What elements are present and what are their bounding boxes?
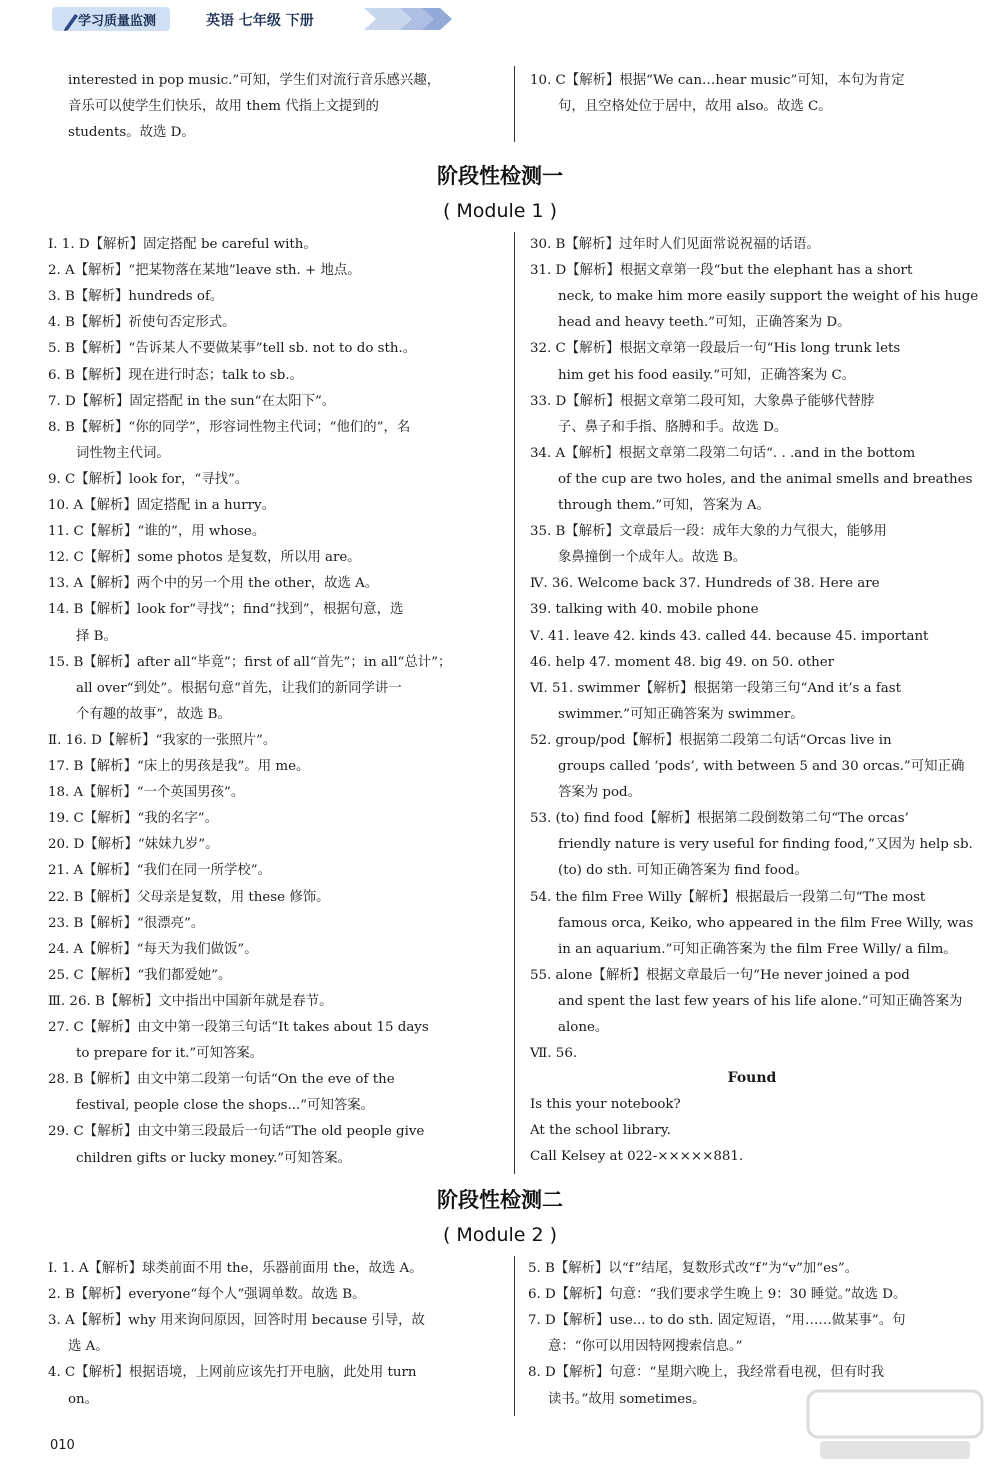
text-line: interested in pop music.”可知，学生们对流行音乐感兴趣，	[68, 73, 441, 88]
answer-line: 22. B【解析】父母亲是复数，用 these 修饰。	[48, 889, 330, 905]
answer-line: Ⅱ. 16. D【解析】“我家的一张照片”。	[48, 732, 277, 748]
answer-line: 子、鼻子和手指、胳膊和手。故选 D。	[558, 419, 788, 435]
series-tag	[52, 7, 170, 31]
answer-line: 18. A【解析】“一个英国男孩”。	[48, 785, 245, 801]
answer-line: famous orca, Keiko, who appeared in the film Free Willy, was	[558, 915, 974, 931]
answer-line: 52. group/pod【解析】根据第二段第二句话“Orcas live in	[530, 732, 892, 748]
answer-line: 25. C【解析】“我们都爱她”。	[48, 967, 232, 983]
section-subtitle: ( Module 2 )	[442, 1224, 558, 1246]
section-title: 阶段性检测二	[437, 1188, 563, 1212]
answer-line: 答案为 pod。	[558, 785, 642, 801]
answer-line: children gifts or lucky money.”可知答案。	[76, 1150, 351, 1166]
answer-line: 5. B【解析】以“f”结尾，复数形式改“f”为“v”加“es”。	[528, 1261, 859, 1276]
answer-line: Ⅳ. 36. Welcome back 37. Hundreds of 38. Here are	[530, 576, 880, 592]
answer-line: 2. B【解析】everyone“每个人”强调单数。故选 B。	[48, 1287, 366, 1303]
answer-line: 4. B【解析】祈使句否定形式。	[48, 315, 236, 331]
answer-line: 17. B【解析】“床上的男孩是我”。用 me。	[48, 759, 310, 774]
answer-line: 39. talking with 40. mobile phone	[530, 602, 759, 618]
answer-line: 词性物主代词。	[76, 445, 170, 461]
answer-line: through them.”可知，答案为 A。	[558, 498, 770, 513]
answer-line: 选 A。	[68, 1339, 109, 1355]
answer-line: 象鼻撞倒一个成年人。故选 B。	[558, 550, 747, 566]
answer-line: swimmer.”可知正确答案为 swimmer。	[558, 706, 804, 722]
notice-line: Is this your notebook?	[530, 1097, 681, 1112]
answer-line: 12. C【解析】some photos 是复数，所以用 are。	[48, 550, 361, 566]
answer-line: neck, to make him more easily support the weight of his huge	[558, 289, 979, 305]
section-subtitle: ( Module 1 )	[442, 200, 558, 222]
answer-line: 5. B【解析】“告诉某人不要做某事”tell sb. not to do sth.。	[48, 341, 417, 357]
answer-line: 28. B【解析】由文中第二段第一句话“On the eve of the	[48, 1072, 395, 1088]
text-line: students。故选 D。	[68, 125, 195, 140]
answer-line: 7. D【解析】固定搭配 in the sun“在太阳下”。	[48, 393, 336, 409]
answer-line: 6. D【解析】句意：“我们要求学生晚上 9：30 睡觉。”故选 D。	[528, 1287, 907, 1303]
answer-line: 7. D【解析】use... to do sth. 固定短语，“用……做某事”。句	[528, 1313, 906, 1329]
pen-icon	[62, 11, 80, 31]
answer-line: 35. B【解析】文章最后一段：成年大象的力气很大，能够用	[530, 524, 887, 540]
answer-line: Ⅴ. 41. leave 42. kinds 43. called 44. because 45. important	[530, 628, 929, 644]
answer-line: 11. C【解析】“谁的”，用 whose。	[48, 524, 266, 540]
subject-grade: 英语 七年级 下册	[206, 13, 314, 29]
column-divider	[514, 66, 515, 142]
column-divider	[514, 232, 515, 1174]
answer-line: 3. B【解析】hundreds of。	[48, 289, 224, 305]
answer-line: 31. D【解析】根据文章第一段“but the elephant has a short	[530, 263, 913, 279]
answer-line: 24. A【解析】“每天为我们做饭”。	[48, 941, 258, 957]
answer-line: on。	[68, 1391, 99, 1407]
answer-line: 8. D【解析】句意：“星期六晚上，我经常看电视，但有时我	[528, 1365, 884, 1381]
answer-line: 30. B【解析】过年时人们见面常说祝福的话语。	[530, 237, 820, 252]
answer-line: 2. A【解析】“把某物落在某地”leave sth. + 地点。	[48, 263, 361, 279]
answer-line: him get his food easily.”可知，正确答案为 C。	[558, 367, 856, 383]
series-name: 学习质量监测	[78, 13, 157, 29]
answer-line: 9. C【解析】look for，“寻找”。	[48, 471, 249, 487]
answer-line: 27. C【解析】由文中第一段第三句话“It takes about 15 days	[48, 1020, 429, 1035]
text-line: 音乐可以使学生们快乐，故用 them 代指上文提到的	[68, 99, 379, 114]
answer-line: Ⅵ. 51. swimmer【解析】根据第一段第三句“And it’s a fast	[530, 680, 902, 696]
section-title: 阶段性检测一	[437, 164, 563, 188]
answer-line: 13. A【解析】两个中的另一个用 the other，故选 A。	[48, 576, 379, 592]
notice-heading: Found	[727, 1070, 777, 1086]
answer-line: 15. B【解析】after all“毕竟”；first of all“首先”；in all“总计”；	[48, 654, 452, 670]
answer-line: 8. B【解析】“你的同学”，形容词性物主代词；“他们的”，名	[48, 419, 411, 435]
answer-line: 14. B【解析】look for“寻找”；find“找到”，根据句意，选	[48, 602, 404, 618]
answer-line: 34. A【解析】根据文章第二段第二句话“. . .and in the bottom	[530, 445, 916, 461]
answer-line: 46. help 47. moment 48. big 49. on 50. other	[530, 654, 835, 670]
answer-line: 3. A【解析】why 用来询问原因，回答时用 because 引导，故	[48, 1313, 425, 1329]
text-line: 10. C【解析】根据“We can…hear music”可知，本句为肯定	[530, 73, 905, 88]
answer-line: 33. D【解析】根据文章第二段可知，大象鼻子能够代替脖	[530, 393, 875, 409]
answer-line: 择 B。	[76, 628, 117, 644]
text-line: 句，且空格处位于居中，故用 also。故选 C。	[558, 99, 832, 114]
page-header	[44, 4, 444, 34]
answer-line: in an aquarium.”可知正确答案为 the film Free Willy/ a film。	[558, 941, 957, 957]
answer-line: to prepare for it.”可知答案。	[76, 1046, 264, 1062]
answer-line: 54. the film Free Willy【解析】根据最后一段第二句“The most	[530, 889, 926, 905]
answer-line: Ⅰ. 1. A【解析】球类前面不用 the，乐器前面用 the，故选 A。	[48, 1261, 423, 1276]
answer-line: 23. B【解析】“很漂亮”。	[48, 915, 205, 931]
answer-line: all over“到处”。根据句意“首先，让我们的新同学讲一	[76, 680, 402, 696]
watermark-logo-icon	[800, 1385, 990, 1465]
answer-line: 29. C【解析】由文中第三段最后一句话“The old people give	[48, 1124, 425, 1140]
answer-line: 55. alone【解析】根据文章最后一句“He never joined a pod	[530, 967, 910, 983]
answer-line: and spent the last few years of his life alone.”可知正确答案为	[558, 993, 963, 1009]
answer-line: 19. C【解析】“我的名字”。	[48, 811, 219, 827]
answer-line: 53. (to) find food【解析】根据第二段倒数第二句“The orcas’	[530, 811, 909, 827]
answer-line: Ⅶ. 56.	[530, 1046, 578, 1062]
answer-line: 4. C【解析】根据语境，上网前应该先打开电脑，此处用 turn	[48, 1365, 417, 1381]
page-number: 010	[50, 1438, 75, 1453]
answer-line: 10. A【解析】固定搭配 in a hurry。	[48, 498, 276, 513]
answer-line: 6. B【解析】现在进行时态；talk to sb.。	[48, 367, 303, 383]
answer-line: (to) do sth. 可知正确答案为 find food。	[558, 863, 808, 879]
answer-line: Ⅰ. 1. D【解析】固定搭配 be careful with。	[48, 237, 317, 252]
answer-line: alone。	[558, 1020, 609, 1035]
answer-line: 21. A【解析】“我们在同一所学校”。	[48, 863, 271, 879]
chevron-arrows-icon	[364, 6, 454, 32]
answer-line: 意：“你可以用因特网搜索信息。”	[548, 1339, 743, 1355]
answer-line: 个有趣的故事”，故选 B。	[76, 706, 231, 722]
answer-line: 读书。”故用 sometimes。	[548, 1391, 706, 1407]
column-divider	[514, 1256, 515, 1416]
answer-line: 32. C【解析】根据文章第一段最后一句“His long trunk lets	[530, 341, 901, 357]
answer-line: head and heavy teeth.”可知，正确答案为 D。	[558, 315, 851, 331]
answer-line: groups called ‘pods’, with between 5 and 30 orcas.”可知正确	[558, 759, 965, 774]
answer-line: 20. D【解析】“妹妹九岁”。	[48, 837, 219, 853]
answer-line: of the cup are two holes, and the animal smells and breathes	[558, 471, 973, 487]
answer-line: friendly nature is very useful for finding food,”又因为 help sb.	[558, 837, 973, 853]
answer-line: festival, people close the shops...”可知答案。	[76, 1098, 375, 1114]
notice-line: At the school library.	[530, 1123, 671, 1139]
answer-line: Ⅲ. 26. B【解析】文中指出中国新年就是春节。	[48, 993, 333, 1009]
notice-line: Call Kelsey at 022-×××××881.	[530, 1149, 744, 1165]
